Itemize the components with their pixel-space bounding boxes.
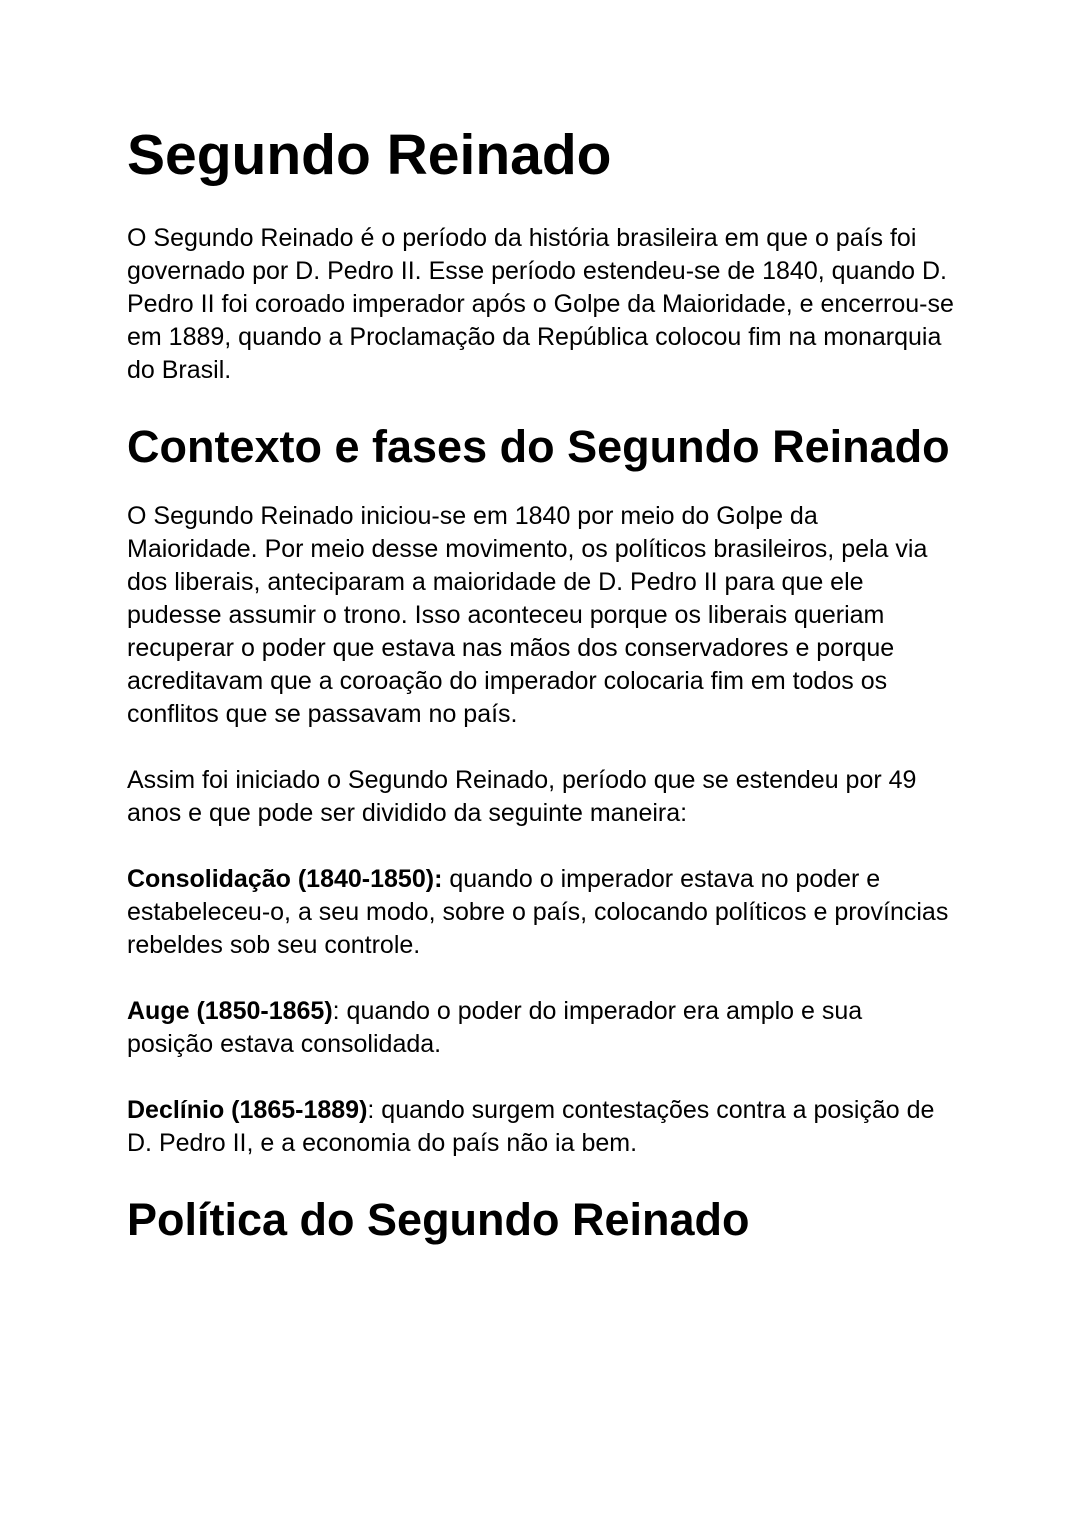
- section-heading-politica: Política do Segundo Reinado: [127, 1194, 750, 1245]
- phase-declinio: [127, 1094, 955, 1160]
- document-title: Segundo Reinado: [127, 123, 612, 187]
- section-heading-contexto: Contexto e fases do Segundo Reinado: [127, 421, 950, 472]
- phase-auge: [127, 995, 955, 1061]
- phase-declinio-label: Declínio (1865-1889): [127, 1096, 368, 1124]
- phase-auge-label: Auge (1850-1865): [127, 997, 333, 1025]
- context-paragraph: O Segundo Reinado iniciou-se em 1840 por meio do Golpe da Maioridade. Por meio desse movimento, os políticos brasileiros, pela via dos liberais, anteciparam a maioridade de D. Pedro II para que ele pudesse assumir o trono. Isso aconteceu porque os liberais queriam recuperar o poder que estava nas mãos dos conservadores e porque acreditavam que a coroação do imperador colocaria fim em todos os conflitos que se passavam no país.: [127, 502, 928, 728]
- phase-consolidacao: [127, 863, 955, 962]
- phase-consolidacao-label: Consolidação (1840-1850):: [127, 865, 443, 893]
- phase-declinio-description: : quando surgem contestações contra a posição de D. Pedro II, e a economia do país não ia bem.: [127, 1096, 935, 1157]
- phases-intro-paragraph: Assim foi iniciado o Segundo Reinado, período que se estendeu por 49 anos e que pode ser dividido da seguinte maneira:: [127, 766, 917, 827]
- phase-consolidacao-description: quando o imperador estava no poder e estabeleceu-o, a seu modo, sobre o país, colocando políticos e províncias rebeldes sob seu controle.: [127, 865, 949, 959]
- intro-paragraph: O Segundo Reinado é o período da história brasileira em que o país foi governado por D. Pedro II. Esse período estendeu-se de 1840, quando D. Pedro II foi coroado imperador após o Golpe da Maioridade, e encerrou-se em 1889, quando a Proclamação da República colocou fim na monarquia do Brasil.: [127, 224, 954, 384]
- phase-auge-description: : quando o poder do imperador era amplo e sua posição estava consolidada.: [127, 997, 863, 1058]
